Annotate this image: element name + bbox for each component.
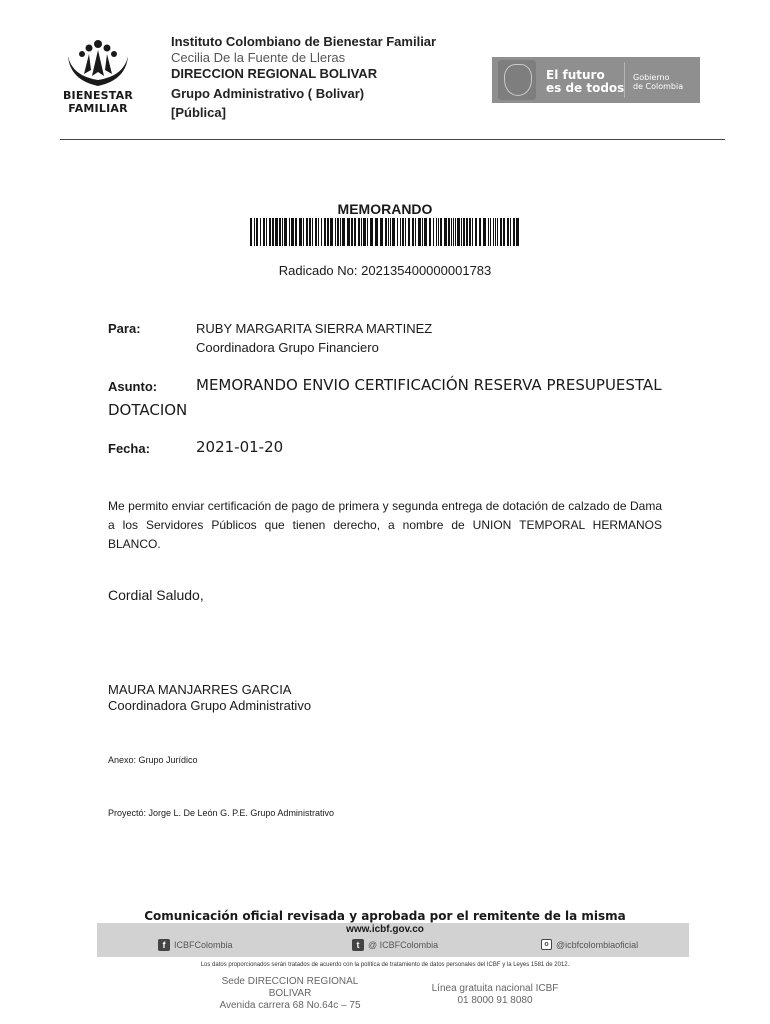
gov-slogan: El futuro es de todos <box>546 68 625 95</box>
footer-linea-gratuita: Línea gratuita nacional ICBF 01 8000 91 8080 <box>431 983 559 1006</box>
barcode <box>250 218 520 246</box>
footer-facebook[interactable] <box>158 939 233 951</box>
logo-wordmark: BIENESTAR FAMILIAR <box>62 89 134 115</box>
footer-website[interactable]: www.icbf.gov.co <box>346 924 424 935</box>
facebook-handle: ICBFColombia <box>174 940 233 950</box>
signer-name: MAURA MANJARRES GARCIA <box>108 682 292 697</box>
closing: Cordial Saludo, <box>108 587 204 603</box>
group-name: Grupo Administrativo ( Bolivar) <box>171 86 365 101</box>
footer-official-note: Comunicación oficial revisada y aprobada por el remitente de la misma <box>144 909 626 923</box>
asunto-line-1: MEMORANDO ENVIO CERTIFICACIÓN RESERVA PRESUPUESTAL <box>196 376 662 394</box>
instagram-handle: @icbfcolombiaoficial <box>556 939 639 950</box>
para-role: Coordinadora Grupo Financiero <box>196 340 379 355</box>
para-name: RUBY MARGARITA SIERRA MARTINEZ <box>196 321 433 336</box>
para-label: Para: <box>108 321 141 336</box>
asunto-label: Asunto: <box>108 379 158 394</box>
proyecto-note: Proyectó: Jorge L. De León G. P.E. Grupo Administrativo <box>108 808 334 818</box>
footer-instagram[interactable] <box>541 939 638 950</box>
gov-divider <box>624 62 625 98</box>
classification-label: [Pública] <box>171 105 226 120</box>
fecha-label: Fecha: <box>108 441 150 456</box>
footer-legal-note: Los datos proporcionados serán tratados de acuerdo con la política de tratamiento de datos personales del ICBF y la Leyes 1581 de 2012. <box>200 962 570 968</box>
twitter-handle: @ ICBFColombia <box>368 940 439 950</box>
anexo-note: Anexo: Grupo Jurídico <box>108 755 198 765</box>
director-name: Cecilia De la Fuente de Lleras <box>171 50 346 65</box>
header-divider <box>60 139 725 140</box>
asunto-line-2: DOTACION <box>108 401 188 419</box>
regional-name: DIRECCION REGIONAL BOLIVAR <box>171 66 378 81</box>
signer-role: Coordinadora Grupo Administrativo <box>108 698 312 713</box>
memo-title: MEMORANDO <box>337 201 433 217</box>
coat-of-arms-shield <box>504 64 532 96</box>
institution-name: Instituto Colombiano de Bienestar Familiar <box>171 34 437 49</box>
instagram-icon: o <box>541 939 552 950</box>
gov-name: Gobierno de Colombia <box>633 73 684 91</box>
twitter-icon: t <box>352 939 364 951</box>
radicado-number: Radicado No: 202135400000001783 <box>278 263 492 278</box>
memo-body: Me permito enviar certificación de pago de primera y segunda entrega de dotación de calzado de Dama a los Servidores Públicos que tienen derecho, a nombre de UNION TEMPORAL HERMANOS BLANCO. <box>108 499 662 551</box>
facebook-icon: f <box>158 939 170 951</box>
fecha-value: 2021-01-20 <box>196 438 284 456</box>
footer-sede: Sede DIRECCION REGIONAL BOLIVAR Avenida carrera 68 No.64c – 75 <box>219 976 361 1011</box>
footer-twitter[interactable] <box>352 939 438 951</box>
